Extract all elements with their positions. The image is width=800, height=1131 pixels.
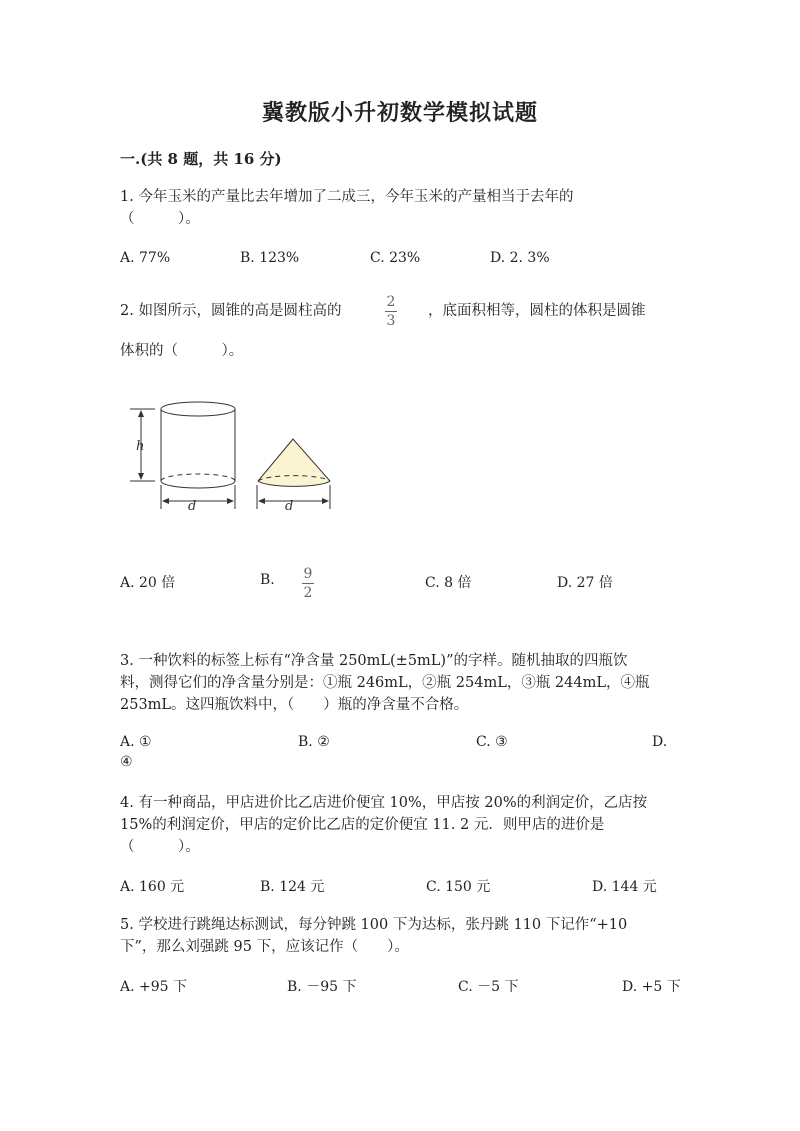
q2-fraction (385, 294, 397, 329)
q3-option-d[interactable]: D. (652, 734, 668, 750)
height-label: h (136, 439, 145, 454)
fraction-bar (385, 311, 397, 312)
q2-fraction-denominator: 3 (386, 313, 396, 329)
section-heading: 一.(共 8 题，共 16 分) (120, 150, 282, 168)
q2-text-before: 2. 如图所示，圆锥的高是圆柱高的 (120, 303, 342, 319)
cylinder-diameter-arrow (161, 485, 235, 509)
q4-text-line2: 15%的利润定价，甲店的定价比乙店的定价便宜 11. 2 元．则甲店的进价是 (120, 817, 605, 833)
q3-option-d-wrap[interactable]: ④ (120, 754, 133, 770)
q3-option-b[interactable]: B. ② (298, 734, 330, 750)
q2-text-line2: 体积的（ ）。 (120, 343, 244, 359)
q2-option-b-fraction (302, 566, 314, 601)
q3-text-line3: 253mL。这四瓶饮料中，（ ）瓶的净含量不合格。 (120, 697, 469, 713)
q3-text-line2: 料，测得它们的净含量分别是：①瓶 246mL，②瓶 254mL，③瓶 244mL，④瓶 (120, 675, 650, 691)
q1-text-line1: 1. 今年玉米的产量比去年增加了二成三，今年玉米的产量相当于去年的 (120, 189, 574, 205)
q2-option-b-denominator: 2 (303, 585, 313, 601)
q5-option-c[interactable]: C. －5 下 (458, 979, 519, 995)
q3-text-line1: 3. 一种饮料的标签上标有“净含量 250mL(±5mL)”的字样。随机抽取的四瓶饮 (120, 653, 628, 669)
q5-text-line2: 下”，那么刘强跳 95 下，应该记作（ ）。 (120, 939, 409, 955)
cylinder (161, 402, 235, 488)
q1-option-b[interactable]: B. 123% (240, 250, 300, 266)
q2-option-a[interactable]: A. 20 倍 (120, 575, 176, 591)
q5-option-b[interactable]: B. －95 下 (287, 979, 357, 995)
q2-option-d[interactable]: D. 27 倍 (557, 575, 613, 591)
q4-option-b[interactable]: B. 124 元 (260, 879, 325, 895)
q2-option-b[interactable]: B. (260, 572, 275, 588)
q5-text-line1: 5. 学校进行跳绳达标测试，每分钟跳 100 下为达标，张丹跳 110 下记作“+10 (120, 917, 628, 933)
q1-option-d[interactable]: D. 2. 3% (490, 250, 550, 266)
q4-option-a[interactable]: A. 160 元 (120, 879, 185, 895)
fraction-bar (302, 583, 314, 584)
q5-option-a[interactable]: A. +95 下 (120, 979, 188, 995)
q2-option-b-numerator: 9 (303, 566, 313, 582)
q3-option-c[interactable]: C. ③ (476, 734, 508, 750)
cone (258, 439, 330, 486)
q5-option-d[interactable]: D. +5 下 (622, 979, 681, 995)
cone-diameter-arrow (257, 485, 330, 509)
q4-text-line1: 4. 有一种商品，甲店进价比乙店进价便宜 10%，甲店按 20%的利润定价，乙店按 (120, 795, 648, 811)
q2-fraction-numerator: 2 (386, 294, 396, 310)
page-title: 冀教版小升初数学模拟试题 (261, 101, 538, 126)
q4-option-d[interactable]: D. 144 元 (592, 879, 657, 895)
q4-option-c[interactable]: C. 150 元 (426, 879, 491, 895)
cylinder-cone-figure (125, 395, 340, 520)
q1-option-c[interactable]: C. 23% (370, 250, 421, 266)
q2-text-after: ，底面积相等，圆柱的体积是圆锥 (428, 303, 646, 319)
q1-option-a[interactable]: A. 77% (120, 250, 171, 266)
q4-text-line3: （ ）。 (120, 839, 200, 855)
q1-text-line2: （ ）。 (120, 211, 200, 227)
q3-option-a[interactable]: A. ① (120, 734, 152, 750)
cylinder-diameter-label: d (188, 499, 197, 514)
q2-option-c[interactable]: C. 8 倍 (425, 575, 472, 591)
cone-diameter-label: d (285, 499, 294, 514)
